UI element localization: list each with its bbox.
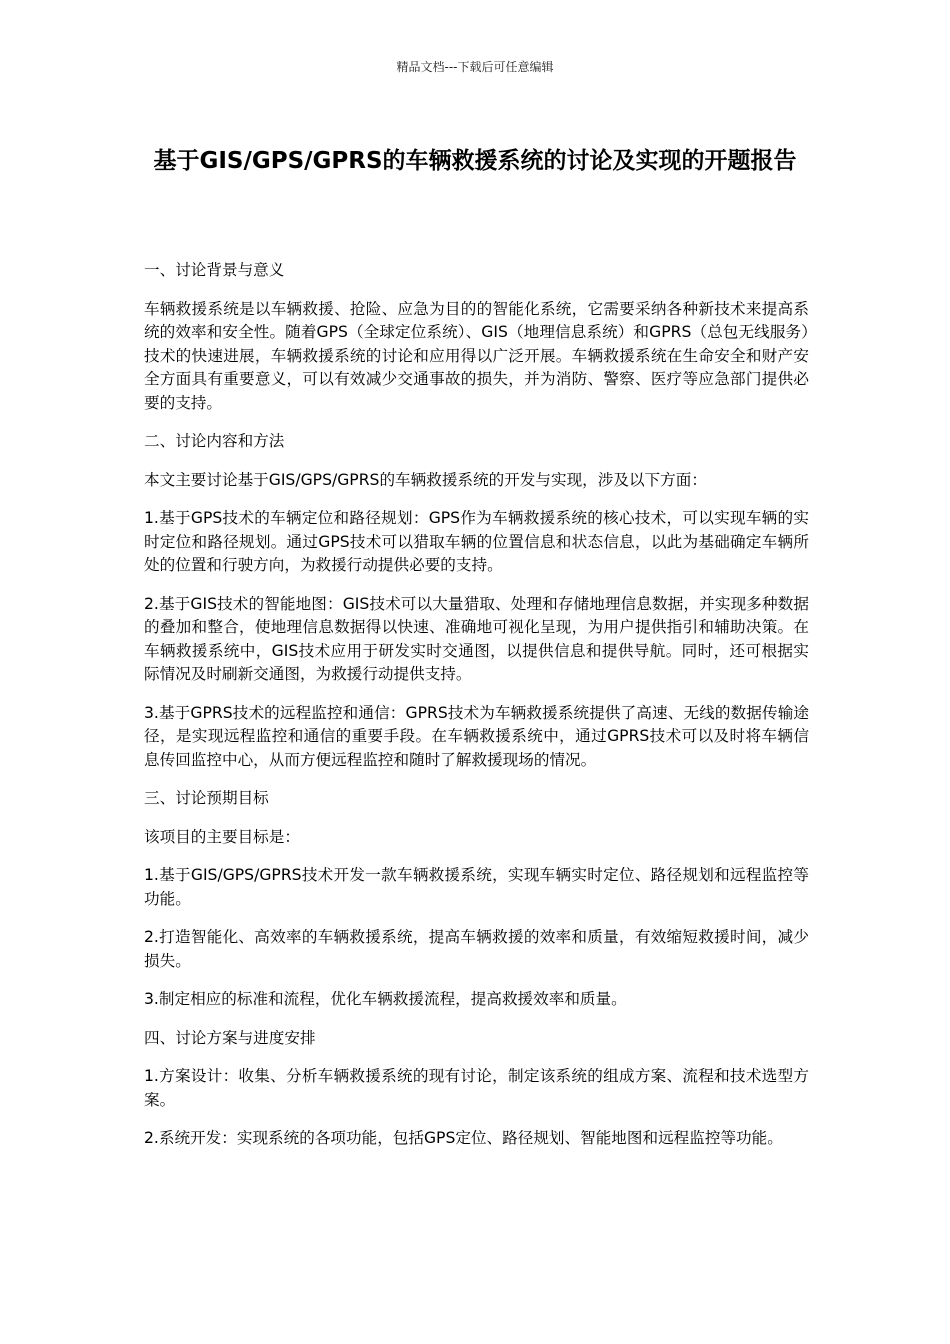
header-note: 精品文档---下载后可任意编辑 (396, 60, 554, 74)
paragraph-background: 车辆救援系统是以车辆救援、抢险、应急为目的的智能化系统，它需要采纳各种新技术来提高系统的效率和安全性。随着GPS（全球定位系统）、GIS（地理信息系统）和GPRS（总包无线服务）技术的快速进展，车辆救援系统的讨论和应用得以广泛开展。车辆救援系统在生命安全和财产安全方面具有重要意义，可以有效减少交通事故的损失，并为消防、警察、医疗等应急部门提供必要的支持。 (144, 299, 809, 412)
paragraph-goal-2: 2.打造智能化、高效率的车辆救援系统，提高车辆救援的效率和质量，有效缩短救援时间，减少损失。 (144, 928, 809, 970)
document-title: 基于GIS/GPS/GPRS的车辆救援系统的讨论及实现的开题报告 (153, 148, 797, 174)
section-heading-goals: 三、讨论预期目标 (144, 789, 269, 807)
document-body (144, 259, 809, 1166)
section-heading-content: 二、讨论内容和方法 (144, 432, 285, 450)
paragraph-gprs: 3.基于GPRS技术的远程监控和通信：GPRS技术为车辆救援系统提供了高速、无线的数据传输途径，是实现远程监控和通信的重要手段。在车辆救援系统中，通过GPRS技术可以及时将车辆信息传回监控中心，从而方便远程监控和随时了解救援现场的情况。 (144, 703, 809, 769)
paragraph-plan-2: 2.系统开发：实现系统的各项功能，包括GPS定位、路径规划、智能地图和远程监控等功能。 (144, 1129, 783, 1147)
paragraph-plan-1: 1.方案设计：收集、分析车辆救援系统的现有讨论，制定该系统的组成方案、流程和技术选型方案。 (144, 1067, 809, 1109)
paragraph-content-intro: 本文主要讨论基于GIS/GPS/GPRS的车辆救援系统的开发与实现，涉及以下方面： (144, 470, 707, 489)
paragraph-gps: 1.基于GPS技术的车辆定位和路径规划：GPS作为车辆救援系统的核心技术，可以实现车辆的实时定位和路径规划。通过GPS技术可以猎取车辆的位置信息和状态信息，以此为基础确定车辆所处的位置和行驶方向，为救援行动提供必要的支持。 (144, 509, 809, 574)
section-heading-background: 一、讨论背景与意义 (144, 261, 285, 279)
paragraph-gis: 2.基于GIS技术的智能地图：GIS技术可以大量猎取、处理和存储地理信息数据，并实现多种数据的叠加和整合，使地理信息数据得以快速、准确地可视化呈现，为用户提供指引和辅助决策。在车辆救援系统中，GIS技术应用于研发实时交通图，以提供信息和提供导航。同时，还可根据实际情况及时刷新交通图，为救援行动提供支持。 (144, 594, 809, 683)
paragraph-goal-3: 3.制定相应的标准和流程，优化车辆救援流程，提高救援效率和质量。 (144, 990, 627, 1008)
paragraph-goals-intro: 该项目的主要目标是： (144, 827, 300, 846)
section-heading-plan: 四、讨论方案与进度安排 (144, 1028, 316, 1047)
paragraph-goal-1: 1.基于GIS/GPS/GPRS技术开发一款车辆救援系统，实现车辆实时定位、路径规划和远程监控等功能。 (144, 866, 809, 908)
